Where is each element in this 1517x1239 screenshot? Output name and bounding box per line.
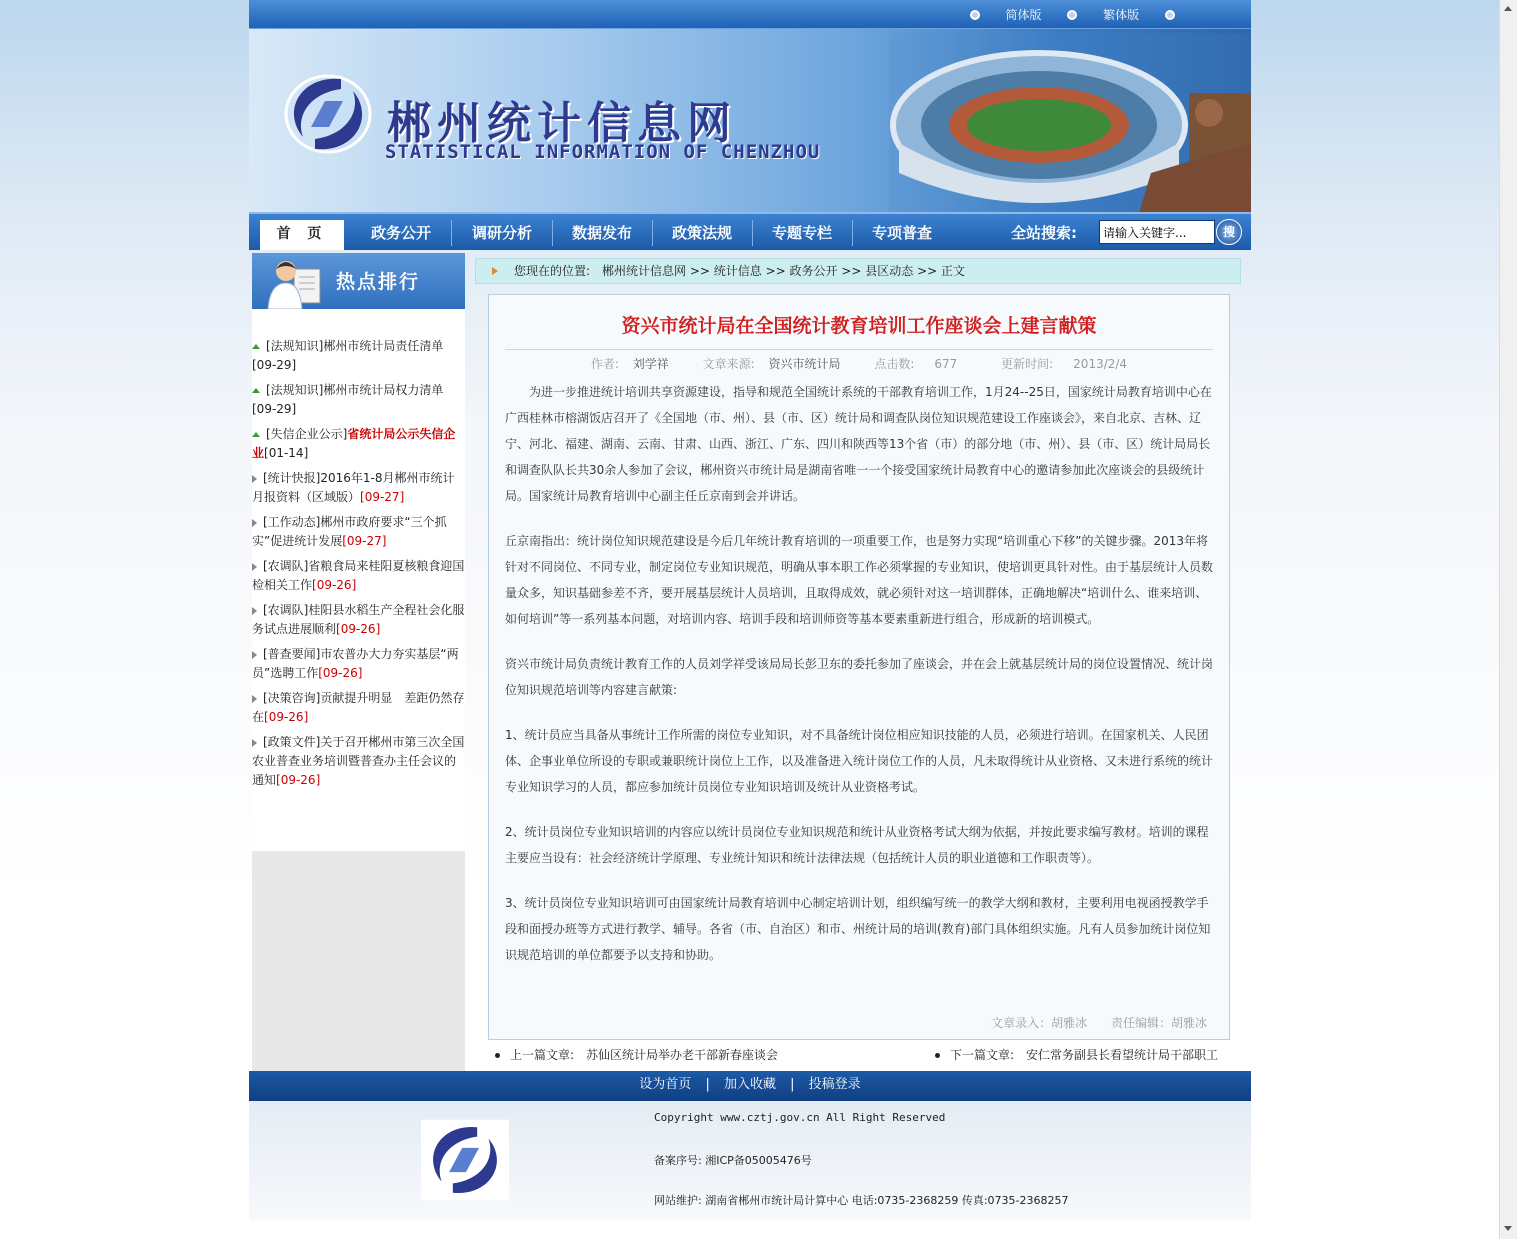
nav-divider [852, 220, 853, 246]
bullet-icon [495, 1053, 500, 1058]
bullet-icon [935, 1053, 940, 1058]
search-input[interactable] [1099, 220, 1215, 244]
main-content [475, 258, 1241, 1066]
nav-divider [552, 220, 553, 246]
triangle-bullet-icon [252, 563, 257, 571]
arrow-icon [492, 267, 498, 275]
list-item[interactable]: [工作动态]郴州市政府要求“三个抓实”促进统计发展[09-27] [252, 515, 447, 548]
divider [505, 349, 1213, 350]
article-panel [488, 294, 1230, 1040]
separator: | [705, 1077, 710, 1092]
vertical-scrollbar[interactable] [1499, 0, 1517, 1239]
bullet-icon [1165, 10, 1175, 20]
editor: 责任编辑：胡雅冰 [1110, 1016, 1207, 1030]
nav-census[interactable]: 专项普查 [872, 224, 933, 242]
search-button[interactable]: 搜 [1216, 219, 1242, 245]
nav-divider [451, 220, 452, 246]
page-wrapper [249, 0, 1251, 1207]
article-title: 资兴市统计局在全国统计教育培训工作座谈会上建言献策 [621, 315, 1097, 337]
author: 刘学祥 [632, 357, 669, 371]
list-item[interactable]: [政策文件]关于召开郴州市第三次全国农业普查业务培训暨普查办主任会议的通知[09-26] [252, 735, 465, 787]
nav-gov-affairs[interactable]: 政务公开 [371, 224, 432, 242]
hot-ranking-sidebar [252, 253, 465, 1071]
list-item[interactable]: [农调队]省粮食局来桂阳夏核粮食迎国检相关工作[09-26] [252, 559, 465, 592]
simplified-link[interactable]: 简体版 [1005, 8, 1042, 22]
set-homepage-link[interactable]: 设为首页 [639, 1077, 692, 1092]
submit-login-link[interactable]: 投稿登录 [808, 1077, 861, 1092]
triangle-bullet-icon [252, 432, 260, 437]
list-item[interactable]: [普查要闻]市农普办大力夯实基层“两员”选聘工作[09-26] [252, 647, 459, 680]
scroll-up-icon[interactable] [1504, 6, 1512, 11]
copyright: Copyright www.cztj.gov.cn All Right Reserved [654, 1111, 946, 1124]
search-label: 全站搜索: [1011, 224, 1077, 242]
paragraph: 为进一步推进统计培训共享资源建设，指导和规范全国统计系统的干部教育培训工作，1月24--25日，国家统计局教育培训中心在广西桂林市榕湖饭店召开了《全国地（市、州）、县（市、区）统计局和调查队岗位知识规范建设工作座谈会》，来自北京、吉林、辽宁、河北、福建、湖南、云南、甘肃、山西、浙江、广东、四川和陕西等13个省（市）的部分地（市、州）、县（市、区）统计局局长和调查队队长共30余人参加了会议，郴州资兴市统计局是湖南省唯一一个接受国家统计局教育中心的邀请参加此次座谈会的县级统计局。国家统计局教育培训中心副主任丘京南到会并讲话。 [505, 385, 1212, 503]
stadium-image [889, 33, 1251, 212]
site-title-cn: 郴州统计信息网 [387, 98, 737, 149]
list-item[interactable]: [统计快报]2016年1-8月郴州市统计月报资料（区域版）[09-27] [252, 471, 455, 504]
hit-count: 677 [934, 357, 958, 371]
nav-home[interactable]: 首 页 [260, 220, 344, 250]
list-item[interactable]: [农调队]桂阳县水稻生产全程社会化服务试点进展顺利[09-26] [252, 603, 465, 636]
main-nav [249, 212, 1251, 250]
traditional-link[interactable]: 繁体版 [1103, 8, 1140, 22]
icp-number: 备案序号: 湘ICP备05005476号 [654, 1154, 812, 1167]
entry-by: 文章录入：胡雅冰 [991, 1016, 1088, 1030]
nav-special-topics[interactable]: 专题专栏 [772, 224, 833, 242]
paragraph: 3、统计员岗位专业知识培训可由国家统计局教育培训中心制定培训计划，组织编写统一的教学大纲和教材，主要利用电视函授教学手段和面授办班等方式进行教学、辅导。各省（市、自治区）和市、州统计局的培训(教育)部门具体组织实施。凡有人员参加统计岗位知识规范培训的单位都要予以支持和协助。 [505, 896, 1211, 962]
next-article-link[interactable]: 下一篇文章: 安仁常务副县长看望统计局干部职工 [935, 1046, 1218, 1063]
site-logo-icon [281, 71, 375, 157]
nav-data-release[interactable]: 数据发布 [572, 224, 633, 242]
header-banner [249, 29, 1251, 212]
list-item[interactable]: [决策咨询]贡献提升明显 差距仍然存在[09-26] [252, 691, 465, 724]
triangle-bullet-icon [252, 475, 257, 483]
scroll-down-icon[interactable] [1504, 1226, 1512, 1231]
site-title-en: STATISTICAL INFORMATION OF CHENZHOU [385, 141, 821, 163]
triangle-bullet-icon [252, 695, 257, 703]
source: 资兴市统计局 [768, 357, 841, 371]
footer-links [249, 1071, 1251, 1101]
hot-list [252, 309, 465, 851]
triangle-bullet-icon [252, 607, 257, 615]
nav-divider [652, 220, 653, 246]
triangle-bullet-icon [252, 519, 257, 527]
add-favorite-link[interactable]: 加入收藏 [723, 1077, 776, 1092]
prev-next-nav [475, 1044, 1241, 1066]
bullet-icon [1067, 10, 1077, 20]
list-item[interactable]: [失信企业公示]省统计局公示失信企业[01-14] [252, 427, 456, 460]
breadcrumb [475, 258, 1241, 284]
breadcrumb-text[interactable]: 您现在的位置: 郴州统计信息网 >> 统计信息 >> 政务公开 >> 县区动态 >> 正文 [514, 264, 965, 278]
nav-policy[interactable]: 政策法规 [672, 224, 733, 242]
footer-info [249, 1101, 1251, 1221]
paragraph: 2、统计员岗位专业知识培训的内容应以统计员岗位专业知识规范和统计从业资格考试大纲为依据，并按此要求编写教材。培训的课程主要应当设有：社会经济统计学原理、专业统计知识和统计法律法规（包括统计人员的职业道德和工作职责等）。 [505, 825, 1209, 865]
prev-article-link[interactable]: 上一篇文章: 苏仙区统计局举办老干部新春座谈会 [495, 1046, 778, 1063]
triangle-bullet-icon [252, 344, 260, 349]
triangle-bullet-icon [252, 388, 260, 393]
triangle-bullet-icon [252, 651, 257, 659]
article-meta: 作者: 刘学祥 文章来源: 资兴市统计局 点击数: 677 更新时间: 2013/2/4 [590, 357, 1128, 371]
triangle-bullet-icon [252, 739, 257, 747]
bullet-icon [970, 10, 980, 20]
footer-logo-icon [421, 1119, 509, 1201]
paragraph: 丘京南指出：统计岗位知识规范建设是今后几年统计教育培训的一项重要工作，也是努力实现“培训重心下移”的关键步骤。2013年将针对不同岗位、不同专业，制定岗位专业知识规范，明确从事本职工作必须掌握的专业知识，使培训更具针对性。由于基层统计人员数量众多，知识基础参差不齐，要开展基层统计人员培训，且取得成效，就必须针对这一培训群体，正确地解决“培训什么、谁来培训、如何培训”等一系列基本问题，对培训内容、培训手段和培训师资等基本要素重新进行组合，形成新的培训模式。 [505, 534, 1214, 626]
nav-divider [752, 220, 753, 246]
person-icon [264, 255, 326, 309]
updated-date: 2013/2/4 [1073, 357, 1128, 371]
sidebar-title: 热点排行 [336, 271, 421, 293]
nav-research[interactable]: 调研分析 [472, 224, 533, 242]
sidebar-header [252, 253, 465, 309]
paragraph: 资兴市统计局负责统计教育工作的人员刘学祥受该局局长彭卫东的委托参加了座谈会，并在会上就基层统计局的岗位设置情况、统计岗位知识规范培训等内容建言献策: [505, 657, 1214, 697]
article-footer [971, 1014, 1207, 1031]
list-item[interactable]: [法规知识]郴州市统计局责任清单 [09-29] [252, 339, 444, 372]
list-item[interactable]: [法规知识]郴州市统计局权力清单 [09-29] [252, 383, 444, 416]
top-bar [249, 0, 1251, 29]
paragraph: 1、统计员应当具备从事统计工作所需的岗位专业知识，对不具备统计岗位相应知识技能的人员，必须进行培训。在国家机关、人民团体、企事业单位所设的专职或兼职统计岗位上工作，以及准备进入统计岗位工作的人员，凡未取得统计从业资格、又未进行系统的统计专业知识学习的人员，都应参加统计员岗位专业知识培训及统计从业资格考试。 [505, 728, 1214, 794]
maintainer: 网站维护: 湖南省郴州市统计局计算中心 电话:0735-2368259 传真:0735-2368257 [654, 1194, 1069, 1207]
article-body [505, 379, 1213, 987]
separator: | [790, 1077, 795, 1092]
